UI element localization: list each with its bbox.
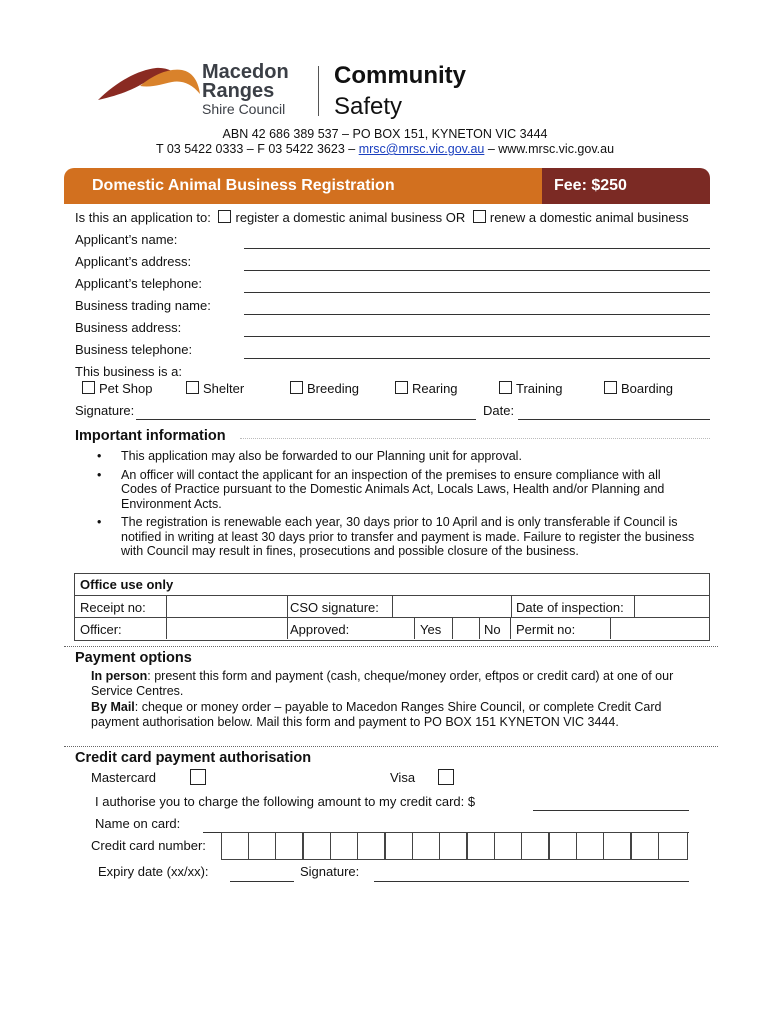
important-heading: Important information (75, 428, 226, 444)
card-digit-cell[interactable] (521, 832, 549, 860)
logo-line1: Macedon (202, 61, 289, 83)
card-digit-cell[interactable] (658, 832, 688, 860)
by-mail-text: : cheque or money order – payable to Macedon Ranges Shire Council, or complete Credit Card payment authorisation below. Mail this form and payment to PO BOX 151 KYNETON VIC 3444. (91, 700, 662, 729)
in-person-label: In person (91, 669, 148, 683)
renew-checkbox[interactable] (473, 210, 486, 223)
payment-by-mail (91, 700, 691, 730)
logo (96, 62, 316, 122)
card-digit-cell[interactable] (303, 832, 331, 860)
mastercard-checkbox[interactable] (190, 769, 206, 785)
date-label: Date: (483, 403, 515, 418)
business-type-rearing[interactable] (395, 381, 458, 396)
applicant-name-label: Applicant’s name: (75, 232, 178, 247)
approved-no-label: No (484, 622, 501, 637)
pet-shop-label: Pet Shop (99, 381, 153, 396)
renew-label: renew a domestic animal business (489, 210, 689, 225)
payment-in-person (91, 669, 691, 699)
website-text: – www.mrsc.vic.gov.au (484, 142, 615, 156)
approved-label: Approved: (290, 622, 350, 637)
training-label: Training (516, 381, 563, 396)
card-number-field[interactable] (221, 832, 689, 859)
receipt-label: Receipt no: (80, 600, 146, 615)
officer-label: Officer: (80, 622, 122, 637)
business-type-pet-shop[interactable] (82, 381, 153, 396)
card-digit-cell[interactable] (549, 832, 577, 860)
approved-no-box[interactable] (452, 618, 480, 639)
business-type-breeding[interactable] (290, 381, 359, 396)
list-item: • The registration is renewable each year, 30 days prior to 10 April and is only transferable if Council is notified in writing at least 30 days prior to transfer and payment is made. Failure to register the business with Council may result in fines, prosecutions and possible closure of the business. (75, 515, 695, 559)
card-signature-label: Signature: (300, 864, 360, 879)
card-digit-cell[interactable] (494, 832, 522, 860)
card-digit-cell[interactable] (467, 832, 495, 860)
business-type-boarding[interactable] (604, 381, 673, 396)
card-digit-cell[interactable] (330, 832, 358, 860)
address-line2 (0, 142, 770, 156)
list-item: • This application may also be forwarded to our Planning unit for approval. (75, 449, 695, 464)
applicant-telephone-field[interactable] (244, 292, 710, 293)
permit-field[interactable] (610, 618, 710, 639)
breeding-label: Breeding (307, 381, 360, 396)
applicant-name-field[interactable] (244, 248, 710, 249)
card-signature-field[interactable] (374, 881, 689, 882)
permit-divider (510, 618, 511, 639)
signature-field[interactable] (136, 419, 476, 420)
logo-line3: Shire Council (202, 101, 286, 117)
visa-label: Visa (390, 770, 416, 785)
card-digit-cell[interactable] (221, 832, 249, 860)
signature-label: Signature: (75, 403, 135, 418)
permit-label: Permit no: (516, 622, 576, 637)
business-trading-name-label: Business trading name: (75, 298, 211, 313)
credit-heading: Credit card payment authorisation (75, 750, 312, 766)
card-digit-cell[interactable] (275, 832, 303, 860)
inspection-field[interactable] (634, 596, 710, 617)
important-list (75, 449, 695, 563)
payment-divider (64, 646, 718, 647)
list-item: • An officer will contact the applicant for an inspection of the premises to ensure compliance with all Codes of Practice pursuant to the Domestic Animals Act, Locals Laws, Health and/or Planning and Environment Acts. (75, 468, 695, 512)
inspection-label: Date of inspection: (516, 600, 624, 615)
expiry-label: Expiry date (xx/xx): (98, 864, 209, 879)
business-address-label: Business address: (75, 320, 182, 335)
logo-divider (318, 66, 319, 116)
shelter-label: Shelter (203, 381, 245, 396)
card-digit-cell[interactable] (357, 832, 385, 860)
shelter-checkbox[interactable] (186, 381, 199, 394)
cso-field[interactable] (392, 596, 512, 617)
rearing-label: Rearing (412, 381, 458, 396)
name-on-card-label: Name on card: (95, 816, 181, 831)
card-digit-cell[interactable] (439, 832, 467, 860)
rearing-checkbox[interactable] (395, 381, 408, 394)
date-field[interactable] (518, 419, 710, 420)
applicant-address-field[interactable] (244, 270, 710, 271)
business-trading-name-field[interactable] (244, 314, 710, 315)
page-title-line1: Community (334, 62, 466, 89)
card-digit-cell[interactable] (603, 832, 631, 860)
credit-divider (64, 746, 718, 747)
authorise-label: I authorise you to charge the following amount to my credit card: $ (95, 794, 476, 809)
by-mail-label: By Mail (91, 700, 135, 714)
training-checkbox[interactable] (499, 381, 512, 394)
card-digit-cell[interactable] (248, 832, 276, 860)
business-telephone-field[interactable] (244, 358, 710, 359)
banner-fee: Fee: $250 (554, 177, 627, 194)
card-number-label: Credit card number: (91, 838, 206, 853)
mastercard-label: Mastercard (91, 770, 157, 785)
address-line1: ABN 42 686 389 537 – PO BOX 151, KYNETON VIC 3444 (222, 127, 548, 141)
banner (64, 168, 710, 204)
logo-line2: Ranges (202, 80, 275, 102)
card-digit-cell[interactable] (412, 832, 440, 860)
business-telephone-label: Business telephone: (75, 342, 193, 357)
pet-shop-checkbox[interactable] (82, 381, 95, 394)
expiry-field[interactable] (230, 881, 294, 882)
logo-swoosh-icon (96, 64, 200, 104)
office-use-heading: Office use only (80, 577, 174, 592)
applicant-telephone-label: Applicant’s telephone: (75, 276, 202, 291)
business-address-field[interactable] (244, 336, 710, 337)
register-label: register a domestic animal business OR (235, 210, 466, 225)
page-title-line2: Safety (334, 93, 403, 120)
card-digit-cell[interactable] (631, 832, 659, 860)
register-checkbox[interactable] (218, 210, 231, 223)
email-link[interactable]: mrsc@mrsc.vic.gov.au (358, 142, 485, 156)
business-type-shelter[interactable] (186, 381, 244, 396)
boarding-checkbox[interactable] (604, 381, 617, 394)
approved-yes-box[interactable] (414, 618, 415, 639)
phone-fax-text: T 03 5422 0333 – F 03 5422 3623 – (155, 142, 359, 156)
in-person-text: : present this form and payment (cash, cheque/money order, eftpos or credit card) at one of our Service Centres. (91, 669, 674, 698)
approved-yes-label: Yes (420, 622, 442, 637)
application-question: Is this an application to: (75, 210, 211, 225)
receipt-field[interactable] (166, 596, 288, 617)
payment-heading: Payment options (75, 650, 192, 666)
visa-checkbox[interactable] (438, 769, 454, 785)
business-type-training[interactable] (499, 381, 562, 396)
cso-label: CSO signature: (290, 600, 379, 615)
officer-field[interactable] (166, 618, 288, 639)
important-divider (240, 438, 710, 439)
breeding-checkbox[interactable] (290, 381, 303, 394)
amount-field[interactable] (533, 810, 689, 811)
card-digit-cell[interactable] (385, 832, 413, 860)
boarding-label: Boarding (621, 381, 674, 396)
card-digit-cell[interactable] (576, 832, 604, 860)
applicant-address-label: Applicant’s address: (75, 254, 192, 269)
application-type-row (75, 210, 689, 225)
banner-title: Domestic Animal Business Registration (92, 177, 395, 194)
business-type-label: This business is a: (75, 364, 182, 379)
